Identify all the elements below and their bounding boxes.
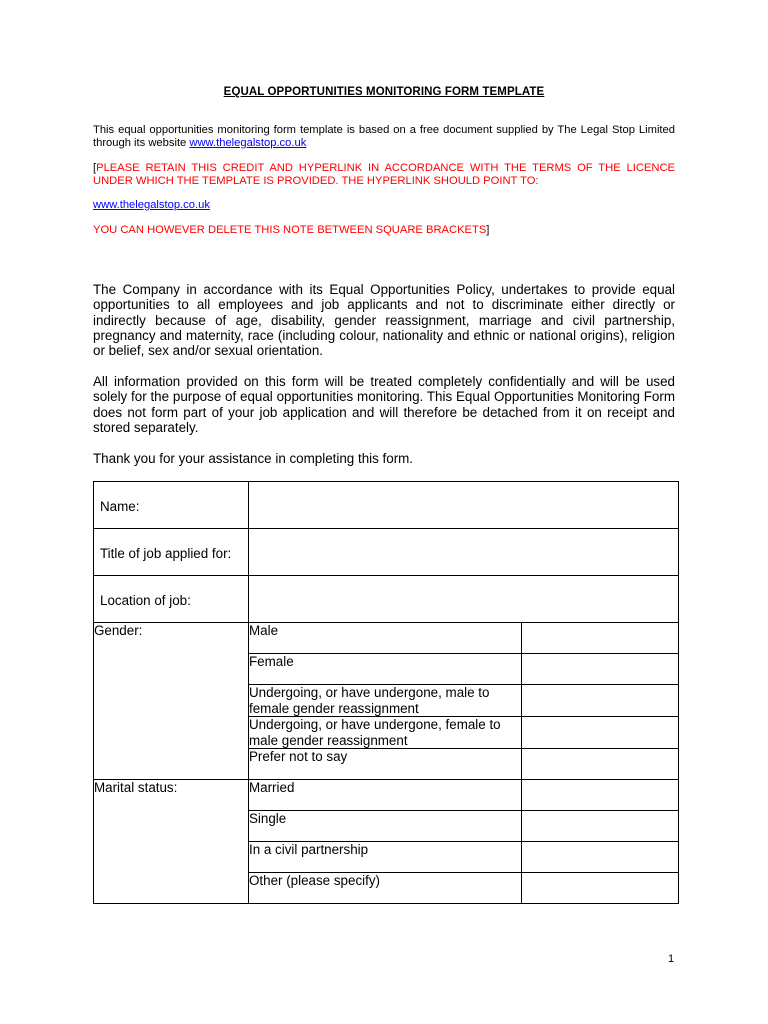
marital-other-checkbox-cell[interactable] <box>522 873 679 904</box>
gender-male-checkbox-cell[interactable] <box>522 623 679 654</box>
gender-option-female: Female <box>249 654 522 685</box>
gender-female-checkbox-cell[interactable] <box>522 654 679 685</box>
gender-option-prefer-not: Prefer not to say <box>249 749 522 780</box>
marital-married-checkbox-cell[interactable] <box>522 780 679 811</box>
marital-option-single: Single <box>249 811 522 842</box>
name-input-cell[interactable] <box>249 482 679 529</box>
credit-website-link[interactable]: www.thelegalstop.co.uk <box>189 137 307 149</box>
gender-mtf-checkbox-cell[interactable] <box>522 685 679 717</box>
location-row <box>94 576 679 623</box>
licence-note <box>93 162 675 188</box>
job-title-row <box>94 529 679 576</box>
gender-option-row <box>94 623 679 654</box>
gender-option-female-to-male: Undergoing, or have undergone, female to male gender reassignment <box>249 717 522 749</box>
location-input-cell[interactable] <box>249 576 679 623</box>
marital-civil-checkbox-cell[interactable] <box>522 842 679 873</box>
gender-option-male: Male <box>249 623 522 654</box>
licence-note-text: PLEASE RETAIN THIS CREDIT AND HYPERLINK IN ACCORDANCE WITH THE TERMS OF THE LICENCE UNDER WHICH THE TEMPLATE IS PROVIDED. THE HYPERLINK SHOULD POINT TO: <box>93 162 675 187</box>
location-label: Location of job: <box>100 592 191 608</box>
policy-paragraph: The Company in accordance with its Equal Opportunities Policy, undertakes to provide equal opportunities to all employees and job applicants and not to discriminate either directly or indirectly because of age, disability, gender reassignment, marriage and civil partnership, pregnancy and maternity, race (including colour, nationality and ethnic or national origins), religion or belief, sex and/or sexual orientation. <box>93 282 675 359</box>
marital-single-checkbox-cell[interactable] <box>522 811 679 842</box>
name-row <box>94 482 679 529</box>
monitoring-form-table <box>93 481 679 904</box>
marital-option-row <box>94 780 679 811</box>
page-number: 1 <box>668 953 675 965</box>
close-bracket: ] <box>486 224 490 236</box>
marital-option-other: Other (please specify) <box>249 873 522 904</box>
open-bracket: [ <box>93 162 97 174</box>
marital-status-label: Marital status: <box>94 780 249 904</box>
job-title-label: Title of job applied for: <box>100 545 232 561</box>
job-title-label-cell <box>94 529 249 576</box>
licence-website-link[interactable]: www.thelegalstop.co.uk <box>93 199 210 211</box>
gender-prefer-not-checkbox-cell[interactable] <box>522 749 679 780</box>
gender-ftm-checkbox-cell[interactable] <box>522 717 679 749</box>
credit-text: This equal opportunities monitoring form template is based on a free document supplied by The Legal Stop Limited through its website <box>93 124 675 149</box>
job-title-input-cell[interactable] <box>249 529 679 576</box>
licence-link-line <box>93 199 675 212</box>
gender-label: Gender: <box>94 623 249 780</box>
marital-option-married: Married <box>249 780 522 811</box>
thank-you-paragraph: Thank you for your assistance in completing this form. <box>93 451 414 466</box>
location-label-cell <box>94 576 249 623</box>
document-title: EQUAL OPPORTUNITIES MONITORING FORM TEMPLATE <box>223 86 545 98</box>
gender-option-male-to-female: Undergoing, or have undergone, male to female gender reassignment <box>249 685 522 717</box>
name-label-cell <box>94 482 249 529</box>
credit-paragraph <box>93 124 675 150</box>
marital-option-civil-partnership: In a civil partnership <box>249 842 522 873</box>
confidentiality-paragraph: All information provided on this form will be treated completely confidentially and will be used solely for the purpose of equal opportunities monitoring. This Equal Opportunities Monitoring Form does not form part of your job application and will therefore be detached from it on receipt and stored separately. <box>93 374 675 435</box>
delete-note-line <box>93 224 675 237</box>
delete-note-text: YOU CAN HOWEVER DELETE THIS NOTE BETWEEN SQUARE BRACKETS <box>93 224 487 236</box>
name-label: Name: <box>100 498 140 514</box>
